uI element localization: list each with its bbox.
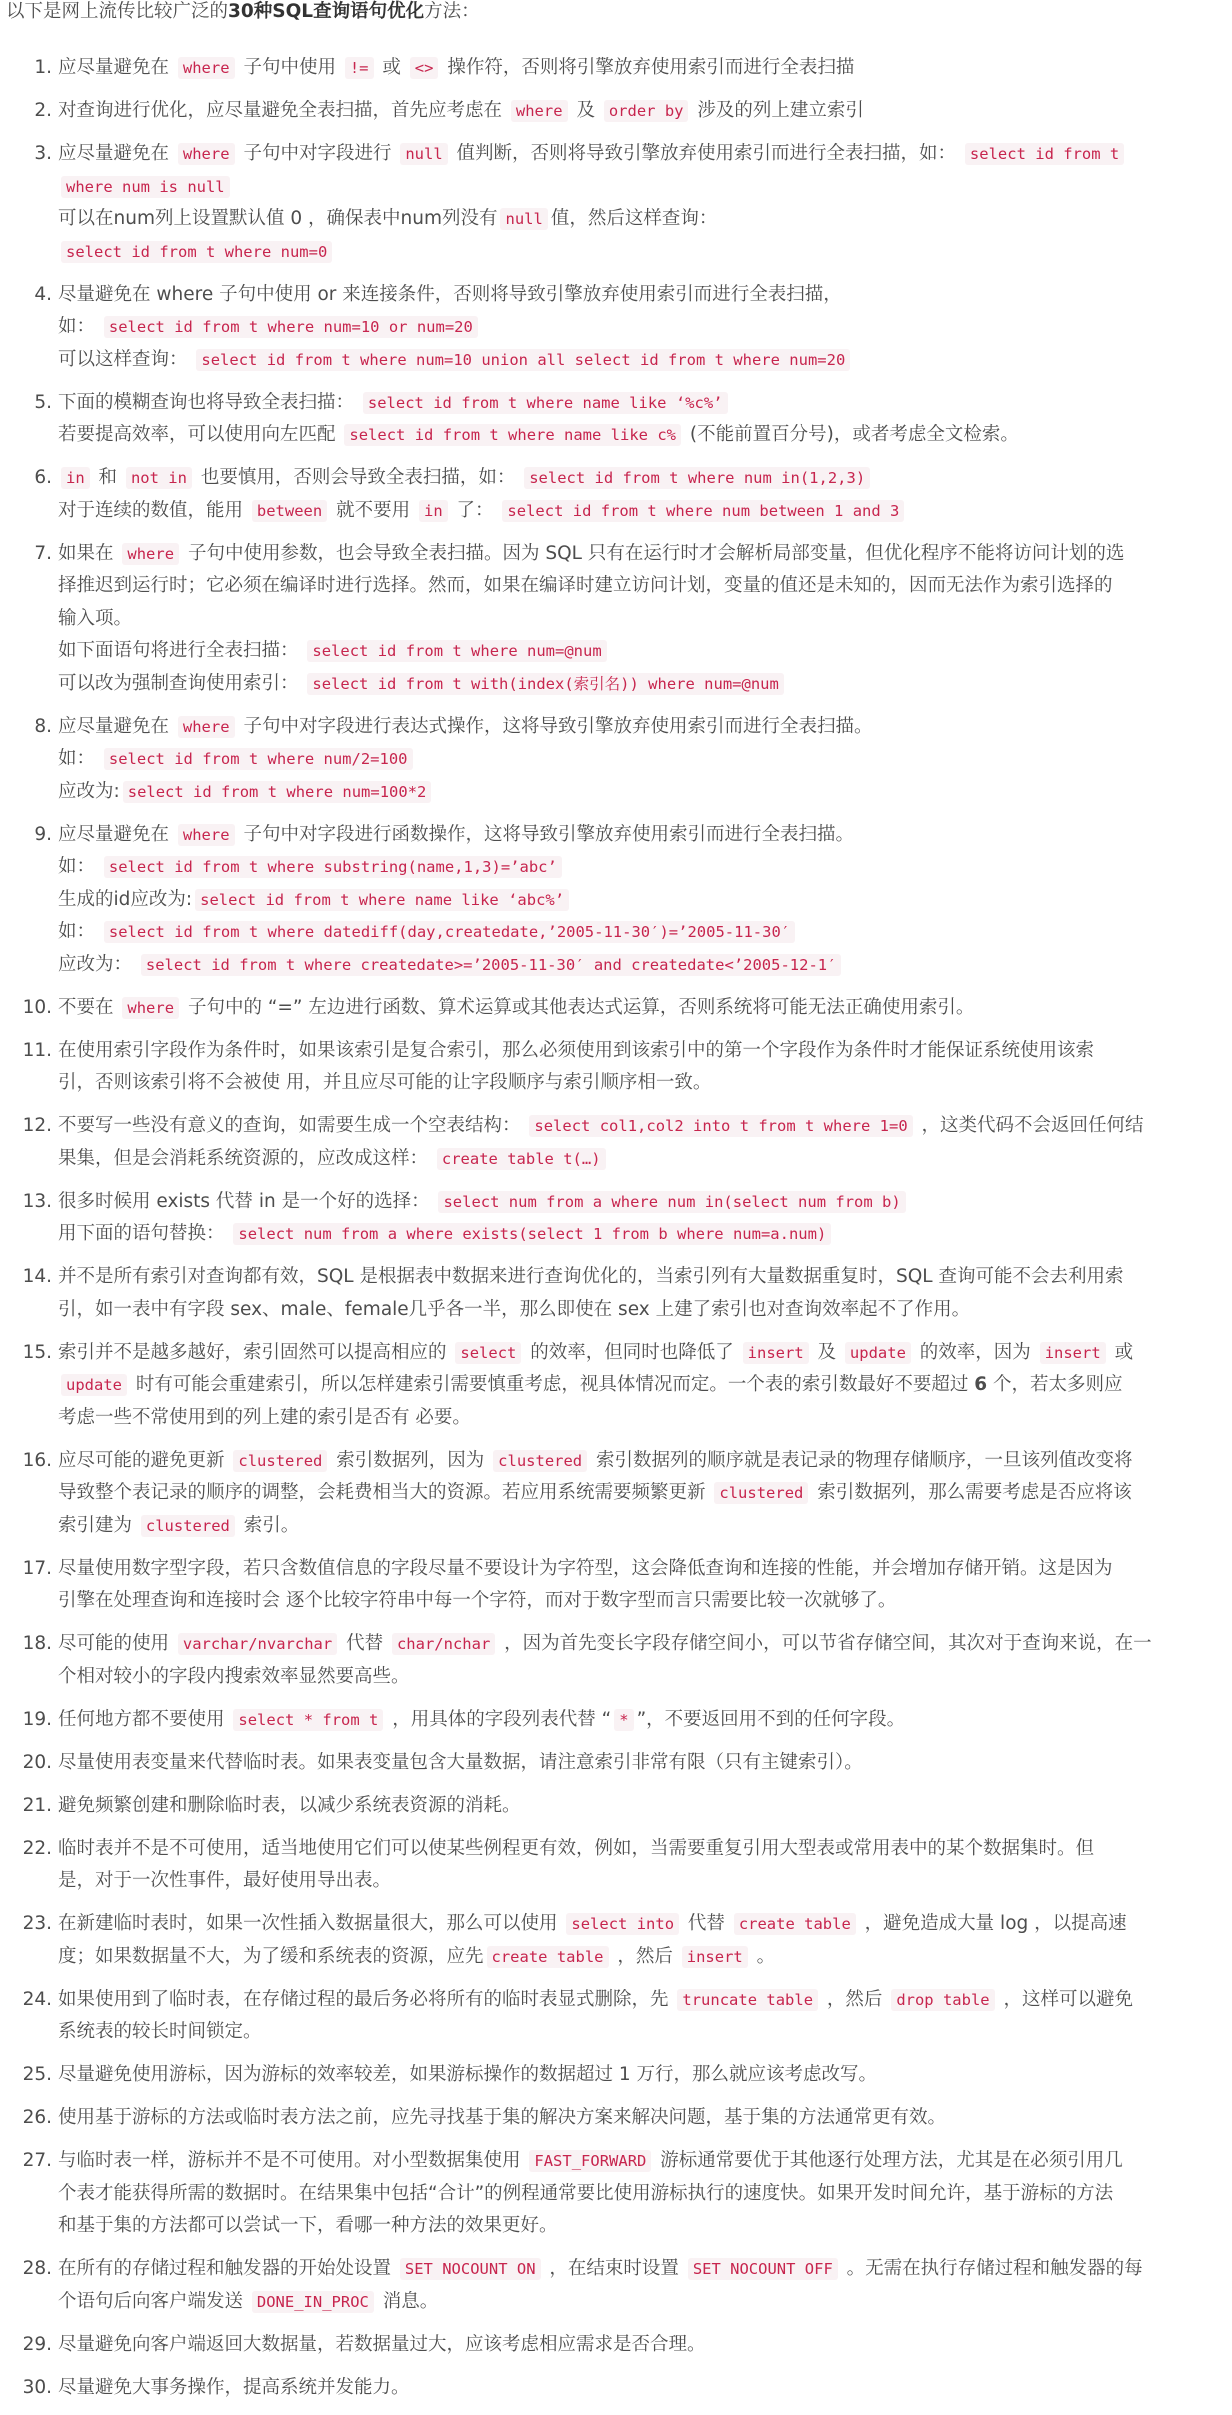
text-run: 任何地方都不要使用: [58, 1708, 231, 1730]
list-item: [0, 462, 1220, 527]
inline-code: null: [500, 208, 547, 230]
item-line: [58, 2253, 1220, 2286]
item-line: [58, 52, 1220, 85]
item-line: [58, 1553, 1220, 1586]
item-line: [58, 743, 1220, 776]
item-number: 2.: [34, 100, 52, 121]
text-run: 择推迟到运行时；它必须在编译时进行选择。然而，如果在编译时建立访问计划，变量的值还是未知的，因而无法作为索引选择的: [58, 575, 1113, 596]
tips-list: [0, 52, 1220, 2415]
text-run: 尽量使用表变量来代替临时表。如果表变量包含大量数据，请注意索引非常有限（只有主键索引）。: [58, 1751, 863, 1773]
text-run: 子句中使用: [237, 57, 342, 78]
inline-code: null: [400, 143, 447, 165]
text-run: 及: [811, 1341, 842, 1363]
inline-code: where: [511, 100, 568, 122]
intro-text: [6, 0, 480, 28]
text-run: 涉及的列上建立索引: [691, 100, 864, 121]
item-number: 7.: [34, 542, 52, 564]
text-run: 了：: [450, 499, 500, 521]
inline-code: where: [122, 997, 179, 1019]
inline-code: select id from t with(index(索引名)) where num=@num: [307, 673, 783, 695]
text-run: 如：: [58, 856, 101, 877]
inline-code: FAST_FORWARD: [529, 2150, 651, 2172]
inline-code: clustered: [714, 1482, 808, 1504]
inline-code: select id from t where name like c%: [344, 424, 681, 446]
text-run: 子句中对字段进行: [237, 143, 398, 164]
item-number: 18.: [22, 1633, 52, 1654]
list-item: [0, 95, 1220, 128]
list-item: [0, 1445, 1220, 1543]
item-line: [58, 1704, 1220, 1737]
item-line: [58, 495, 1220, 528]
text-run: 下面的模糊查询也将导致全表扫描：: [58, 391, 360, 413]
item-line: [58, 1661, 1220, 1694]
list-item: [0, 1747, 1220, 1780]
inline-code: in: [61, 467, 90, 489]
text-run: 子句中对字段进行函数操作，这将导致引擎放弃使用索引而进行全表扫描。: [237, 823, 854, 845]
item-line: [58, 1833, 1220, 1866]
inline-code: <>: [410, 57, 439, 79]
text-run: 度；如果数据量不大，为了缓和系统表的资源，应先: [58, 1945, 484, 1967]
item-number: 26.: [22, 2107, 52, 2128]
item-number: 13.: [22, 1190, 52, 1212]
bold-text: 6: [974, 1374, 988, 1395]
list-item: [0, 1833, 1220, 1898]
item-line: [58, 279, 1220, 312]
text-run: 就不要用: [330, 499, 416, 521]
item-line: [58, 884, 1220, 917]
inline-code: where: [178, 824, 235, 846]
text-run: ，在结束时设置: [543, 2258, 685, 2279]
item-line: [58, 1510, 1220, 1543]
text-run: 应尽量避免在: [58, 57, 175, 78]
list-item: [0, 2102, 1220, 2135]
item-line: [58, 1984, 1220, 2017]
item-line: [58, 1294, 1220, 1327]
text-run: 如果在: [58, 542, 120, 564]
item-number: 30.: [22, 2376, 52, 2398]
text-run: 代替: [340, 1633, 389, 1654]
text-run: 并不是所有索引对查询都有效，SQL 是根据表中数据来进行查询优化的，当索引列有大量数据重复时，SQL 查询可能不会去利用索: [58, 1266, 1124, 1287]
item-line: [58, 344, 1220, 377]
text-run: 可以改为强制查询使用索引：: [58, 672, 305, 694]
item-line: [58, 1369, 1220, 1402]
text-run: ，这样可以避免: [997, 1988, 1134, 2010]
intro-prefix: 以下是网上流传比较广泛的: [6, 1, 229, 22]
item-number: 25.: [22, 2064, 52, 2085]
item-line: [58, 2145, 1220, 2178]
item-line: [58, 171, 1220, 204]
text-run: ，然后: [611, 1945, 679, 1967]
list-item: [0, 1035, 1220, 1100]
item-number: 9.: [34, 823, 52, 845]
intro-suffix: 方法：: [424, 1, 480, 22]
item-number: 17.: [22, 1557, 52, 1579]
inline-code: SET NOCOUNT OFF: [688, 2258, 838, 2280]
item-number: 8.: [34, 715, 52, 737]
text-run: 如：: [58, 748, 101, 769]
text-run: 个相对较小的字段内搜索效率显然要高些。: [58, 1665, 410, 1687]
list-item: [0, 2253, 1220, 2318]
text-run: 果集，但是会消耗系统资源的，应改成这样：: [58, 1147, 434, 1169]
inline-code: where: [178, 57, 235, 79]
list-item: [0, 1553, 1220, 1618]
text-run: 值，然后这样查询：: [550, 208, 718, 229]
item-line: [58, 1035, 1220, 1068]
inline-code: not in: [126, 467, 192, 489]
list-item: [0, 2145, 1220, 2243]
item-line: [58, 992, 1220, 1025]
text-run: 考虑一些不常使用到的列上建的索引是否有 必要。: [58, 1406, 471, 1428]
text-run: 引，如一表中有字段 sex、male、female几乎各一半，那么即使在 sex 上建了索引也对查询效率起不了作用。: [58, 1298, 971, 1320]
text-run: 避免频繁创建和删除临时表，以减少系统表资源的消耗。: [58, 1794, 521, 1816]
inline-code: between: [252, 500, 327, 522]
text-run: 使用基于游标的方法或临时表方法之前，应先寻找基于集的解决方案来解决问题，基于集的方法通常更有效。: [58, 2107, 947, 2128]
inline-code: where: [178, 716, 235, 738]
text-run: ，因为首先变长字段存储空间小，可以节省存储空间，其次对于查询来说，在一: [498, 1633, 1152, 1654]
inline-code: select: [455, 1342, 521, 1364]
item-line: [58, 2178, 1220, 2211]
text-run: 操作符，否则将引擎放弃使用索引而进行全表扫描: [441, 57, 855, 78]
list-item: [0, 2329, 1220, 2362]
text-run: 可以这样查询：: [58, 348, 194, 370]
item-number: 11.: [22, 1039, 52, 1061]
text-run: 游标通常要优于其他逐行处理方法，尤其是在必须引用几: [654, 2150, 1123, 2171]
item-line: [58, 1402, 1220, 1435]
text-run: 子句中使用参数，也会导致全表扫描。因为 SQL 只有在运行时才会解析局部变量，但优化程序不能将访问计划的选: [182, 542, 1125, 564]
item-number: 3.: [34, 143, 52, 164]
text-run: 的效率，但同时也降低了: [524, 1341, 740, 1363]
inline-code: select num from a where num in(select num from b): [438, 1191, 905, 1213]
inline-code: in: [419, 500, 448, 522]
list-item: [0, 1628, 1220, 1693]
text-run: 和: [92, 467, 123, 488]
item-line: [58, 387, 1220, 420]
item-number: 23.: [22, 1913, 52, 1934]
item-line: [58, 2372, 1220, 2405]
item-line: [58, 311, 1220, 344]
text-run: 索引数据列的顺序就是表记录的物理存储顺序，一旦该列值改变将: [590, 1449, 1133, 1471]
text-run: (不能前置百分号)，或者考虑全文检索。: [684, 424, 1019, 445]
item-number: 4.: [34, 283, 52, 305]
inline-code: select col1,col2 into t from t where 1=0: [529, 1115, 912, 1137]
inline-code: create table t(…): [437, 1148, 606, 1170]
item-line: [58, 1186, 1220, 1219]
text-run: 如：: [58, 921, 101, 942]
item-number: 21.: [22, 1794, 52, 1816]
inline-code: truncate table: [677, 1989, 818, 2011]
list-item: [0, 1186, 1220, 1251]
item-line: [58, 236, 1220, 269]
text-run: 应尽量避免在: [58, 143, 175, 164]
inline-code: select id from t where datediff(day,createdate,’2005-11-30′)=’2005-11-30′: [104, 921, 795, 943]
inline-code: *: [614, 1709, 633, 1731]
item-line: [58, 1790, 1220, 1823]
text-run: 尽可能的使用: [58, 1633, 175, 1654]
item-number: 27.: [22, 2150, 52, 2171]
inline-code: select id from t where createdate>=’2005-11-30′ and createdate<’2005-12-1′: [141, 954, 842, 976]
text-run: 引，否则该索引将不会被使 用，并且应尽可能的让字段顺序与索引顺序相一致。: [58, 1072, 712, 1093]
text-run: 可以在num列上设置默认值 0 ，确保表中num列没有: [58, 208, 498, 229]
inline-code: select into: [566, 1913, 679, 1935]
text-run: 在新建临时表时，如果一次性插入数据量很大，那么可以使用: [58, 1913, 564, 1934]
inline-code: DONE_IN_PROC: [252, 2291, 374, 2313]
text-run: 对于连续的数值，能用: [58, 499, 249, 521]
text-run: 不要写一些没有意义的查询，如需要生成一个空表结构：: [58, 1115, 527, 1136]
item-line: [58, 538, 1220, 571]
item-number: 22.: [22, 1837, 52, 1859]
item-line: [58, 949, 1220, 982]
text-run: 输入项。: [58, 607, 133, 629]
inline-code: clustered: [141, 1515, 235, 1537]
text-run: 尽量避免在 where 子句中使用 or 来连接条件，否则将导致引擎放弃使用索引而进行全表扫描，: [58, 283, 842, 305]
list-item: [0, 819, 1220, 982]
inline-code: select * from t: [233, 1709, 383, 1731]
text-run: ，然后: [821, 1988, 889, 2010]
text-run: 用下面的语句替换：: [58, 1223, 231, 1244]
text-run: 个表才能获得所需的数据时。在结果集中包括“合计”的例程通常要比使用游标执行的速度快。如果开发时间允许，基于游标的方法: [58, 2182, 1114, 2204]
item-number: 20.: [22, 1751, 52, 1773]
text-run: 子句中的 “=” 左边进行函数、算术运算或其他表达式运算，否则系统将可能无法正确使用索引。: [182, 996, 975, 1018]
item-line: [58, 462, 1220, 495]
text-run: 。无需在执行存储过程和触发器的每: [840, 2258, 1143, 2279]
text-run: 索引数据列，那么需要考虑是否应将该: [811, 1482, 1132, 1503]
inline-code: select id from t where num/2=100: [104, 748, 413, 770]
list-item: [0, 2372, 1220, 2405]
item-line: [58, 1628, 1220, 1661]
text-run: 代替: [682, 1913, 731, 1934]
inline-code: clustered: [493, 1450, 587, 1472]
item-number: 1.: [34, 57, 52, 78]
text-run: 。: [750, 1945, 776, 1967]
text-run: 应尽量避免在: [58, 715, 175, 737]
inline-code: select id from t: [965, 143, 1124, 165]
list-item: [0, 2059, 1220, 2092]
inline-code: select num from a where exists(select 1 from b where num=a.num): [233, 1223, 831, 1245]
text-run: ，用具体的字段列表代替 “: [386, 1708, 612, 1730]
text-run: 如果使用到了临时表，在存储过程的最后务必将所有的临时表显式删除，先: [58, 1988, 675, 2010]
list-item: [0, 138, 1220, 268]
inline-code: create table: [734, 1913, 856, 1935]
list-item: [0, 279, 1220, 377]
text-run: 索引数据列，因为: [330, 1449, 491, 1471]
inline-code: select id from t where name like ‘%c%’: [363, 392, 728, 414]
inline-code: select id from t where num=10 union all select id from t where num=20: [196, 349, 850, 371]
inline-code: !=: [345, 57, 374, 79]
inline-code: select id from t where substring(name,1,3)=’abc’: [104, 856, 562, 878]
text-run: 在使用索引字段作为条件时，如果该索引是复合索引，那么必须使用到该索引中的第一个字段作为条件时才能保证系统使用该索: [58, 1039, 1095, 1061]
item-line: [58, 776, 1220, 809]
text-run: 的效率，因为: [913, 1341, 1037, 1363]
text-run: 或: [376, 57, 407, 78]
item-line: [58, 1477, 1220, 1510]
item-line: [58, 819, 1220, 852]
text-run: 个，若太多则应: [987, 1374, 1123, 1395]
item-line: [58, 1445, 1220, 1478]
item-line: [58, 1865, 1220, 1898]
text-run: 及: [570, 100, 601, 121]
item-line: [58, 851, 1220, 884]
item-number: 6.: [34, 467, 52, 488]
list-item: [0, 538, 1220, 701]
item-number: 29.: [22, 2333, 52, 2355]
text-run: 如：: [58, 316, 101, 337]
item-line: [58, 603, 1220, 636]
text-run: 子句中对字段进行表达式操作，这将导致引擎放弃使用索引而进行全表扫描。: [237, 715, 873, 737]
text-run: 应改为：: [58, 953, 138, 975]
item-number: 24.: [22, 1988, 52, 2010]
text-run: 索引。: [237, 1514, 300, 1536]
text-run: 如下面语句将进行全表扫描：: [58, 640, 305, 661]
item-number: 10.: [22, 996, 52, 1018]
text-run: 很多时候用 exists 代替 in 是一个好的选择：: [58, 1190, 436, 1212]
item-line: [58, 203, 1220, 236]
item-number: 28.: [22, 2258, 52, 2279]
text-run: 尽量使用数字型字段，若只含数值信息的字段尽量不要设计为字符型，这会降低查询和连接的性能，并会增加存储开销。这是因为: [58, 1557, 1113, 1579]
item-line: [58, 1337, 1220, 1370]
text-run: 和基于集的方法都可以尝试一下，看哪一种方法的效果更好。: [58, 2215, 558, 2236]
text-run: 尽量避免使用游标，因为游标的效率较差，如果游标操作的数据超过 1 万行，那么就应该考虑改写。: [58, 2064, 878, 2085]
text-run: 引擎在处理查询和连接时会 逐个比较字符串中每一个字符，而对于数字型而言只需要比较一次就够了。: [58, 1590, 897, 1611]
inline-code: insert: [682, 1946, 748, 1968]
item-line: [58, 570, 1220, 603]
item-line: [58, 2286, 1220, 2319]
list-item: [0, 711, 1220, 809]
text-run: 尽量避免大事务操作，提高系统并发能力。: [58, 2376, 410, 2398]
item-line: [58, 2016, 1220, 2049]
text-run: 应改为:: [58, 780, 120, 802]
list-item: [0, 1984, 1220, 2049]
text-run: ，这类代码不会返回任何结: [915, 1115, 1144, 1136]
text-run: 也要慎用，否则会导致全表扫描，如：: [194, 467, 522, 488]
item-line: [58, 1747, 1220, 1780]
inline-code: char/nchar: [392, 1633, 495, 1655]
item-line: [58, 1143, 1220, 1176]
list-item: [0, 1261, 1220, 1326]
item-number: 19.: [22, 1708, 52, 1730]
item-line: [58, 419, 1220, 452]
item-line: [58, 95, 1220, 128]
text-run: 应尽可能的避免更新: [58, 1449, 231, 1471]
inline-code: insert: [1040, 1342, 1106, 1364]
inline-code: select id from t where num=100*2: [123, 781, 432, 803]
item-number: 12.: [22, 1115, 52, 1136]
inline-code: where num is null: [61, 176, 230, 198]
list-item: [0, 1790, 1220, 1823]
item-line: [58, 668, 1220, 701]
item-line: [58, 916, 1220, 949]
item-line: [58, 635, 1220, 668]
item-line: [58, 1908, 1220, 1941]
inline-code: update: [845, 1342, 911, 1364]
item-line: [58, 2102, 1220, 2135]
text-run: 索引建为: [58, 1514, 138, 1536]
item-line: [58, 2210, 1220, 2243]
inline-code: select id from t where name like ‘abc%’: [195, 889, 569, 911]
item-number: 16.: [22, 1449, 52, 1471]
item-line: [58, 2059, 1220, 2092]
text-run: 临时表并不是不可使用，适当地使用它们可以使某些例程更有效，例如，当需要重复引用大型表或常用表中的某个数据集时。但: [58, 1837, 1095, 1859]
list-item: [0, 1908, 1220, 1973]
inline-code: where: [122, 543, 179, 565]
text-run: 索引并不是越多越好，索引固然可以提高相应的: [58, 1341, 453, 1363]
list-item: [0, 1704, 1220, 1737]
item-number: 5.: [34, 391, 52, 413]
inline-code: select id from t where num=0: [61, 241, 332, 263]
inline-code: select id from t where num=10 or num=20: [104, 316, 478, 338]
text-run: 应尽量避免在: [58, 823, 175, 845]
item-line: [58, 138, 1220, 171]
inline-code: create table: [487, 1946, 609, 1968]
inline-code: where: [178, 143, 235, 165]
inline-code: select id from t where num=@num: [307, 640, 606, 662]
text-run: 是，对于一次性事件，最好使用导出表。: [58, 1870, 392, 1891]
text-run: ，避免造成大量 log ，以提高速: [858, 1913, 1127, 1934]
inline-code: SET NOCOUNT ON: [400, 2258, 541, 2280]
text-run: 或: [1108, 1341, 1134, 1363]
item-line: [58, 1067, 1220, 1100]
text-run: 尽量避免向客户端返回大数据量，若数据量过大，应该考虑相应需求是否合理。: [58, 2333, 706, 2355]
item-line: [58, 2329, 1220, 2362]
item-line: [58, 1218, 1220, 1251]
item-number: 14.: [22, 1266, 52, 1287]
item-number: 15.: [22, 1341, 52, 1363]
item-line: [58, 1261, 1220, 1294]
intro-bold: 30种SQL查询语句优化: [228, 1, 425, 22]
text-run: 若要提高效率，可以使用向左匹配: [58, 424, 342, 445]
text-run: 生成的id应改为:: [58, 888, 193, 910]
item-line: [58, 1585, 1220, 1618]
inline-code: clustered: [233, 1450, 327, 1472]
inline-code: insert: [743, 1342, 809, 1364]
text-run: 不要在: [58, 996, 120, 1018]
item-line: [58, 711, 1220, 744]
text-run: 个语句后向客户端发送: [58, 2290, 249, 2312]
text-run: 值判断，否则将导致引擎放弃使用索引而进行全表扫描，如：: [450, 143, 962, 164]
item-line: [58, 1941, 1220, 1974]
inline-code: select id from t where num in(1,2,3): [524, 467, 870, 489]
inline-code: varchar/nvarchar: [178, 1633, 337, 1655]
text-run: 在所有的存储过程和触发器的开始处设置: [58, 2258, 397, 2279]
list-item: [0, 992, 1220, 1025]
text-run: 系统表的较长时间锁定。: [58, 2021, 262, 2042]
list-item: [0, 1337, 1220, 1435]
text-run: 对查询进行优化，应尽量避免全表扫描，首先应考虑在: [58, 100, 508, 121]
inline-code: drop table: [891, 1989, 994, 2011]
list-item: [0, 52, 1220, 85]
inline-code: order by: [604, 100, 689, 122]
text-run: 导致整个表记录的顺序的调整，会耗费相当大的资源。若应用系统需要频繁更新: [58, 1482, 712, 1503]
text-run: 消息。: [376, 2290, 439, 2312]
text-run: 时有可能会重建索引，所以怎样建索引需要慎重考虑，视具体情况而定。一个表的索引数最好不要超过: [130, 1374, 975, 1395]
inline-code: select id from t where num between 1 and 3: [502, 500, 904, 522]
list-item: [0, 387, 1220, 452]
list-item: [0, 1110, 1220, 1175]
item-line: [58, 1110, 1220, 1143]
text-run: 与临时表一样，游标并不是不可使用。对小型数据集使用: [58, 2150, 527, 2171]
text-run: ”，不要返回用不到的任何字段。: [636, 1708, 906, 1730]
inline-code: update: [61, 1374, 127, 1396]
